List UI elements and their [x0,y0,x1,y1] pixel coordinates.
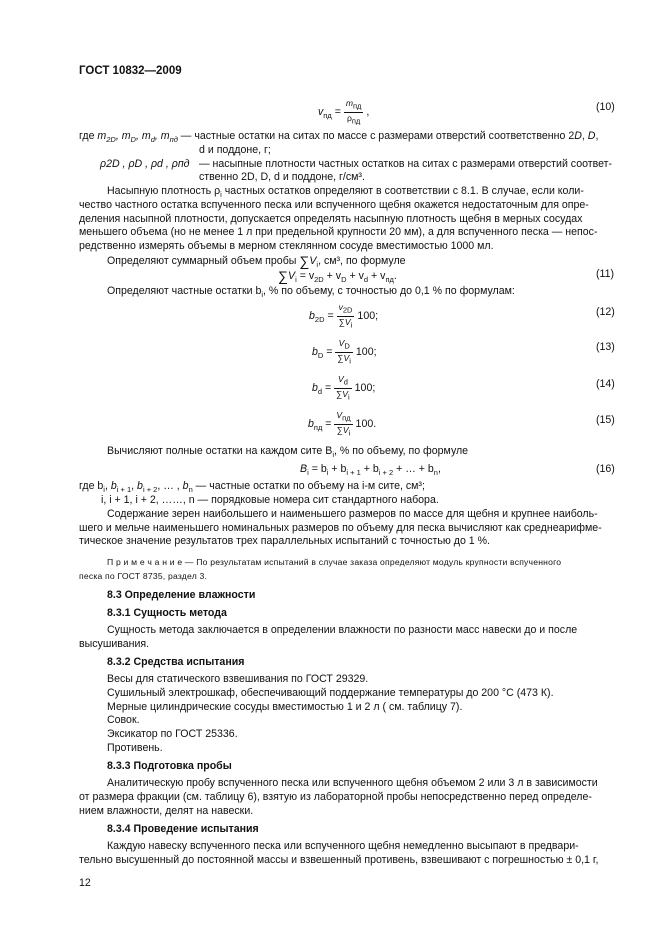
section-8-3-1-line2: высушивания. [79,638,150,650]
paragraph-density-line4: меньшего объема (но не менее 1 л при предельной крупности 20 мм), а для вспученного песка — непос- [79,226,598,238]
section-8-3-3-line1: Аналитическую пробу вспученного песка или вспученного щебня объемом 2 или 3 л в зависимости [107,777,598,789]
equipment-item: Мерные цилиндрические сосуды вместимостью 1 и 2 л ( см. таблицу 7). [107,701,463,713]
paragraph-grain-content-line1: Содержание зерен наибольшего и наименьшего размеров по массе для щебня и крупнее наиболь- [107,508,598,520]
section-8-3-title: 8.3 Определение влажности [107,589,256,601]
equation-number-14: (14) [596,378,615,390]
equation-number-15: (15) [596,414,615,426]
definition-densities-symbols: ρ2D , ρD , ρd , ρпд [100,158,190,170]
equipment-item: Сушильный электрошкаф, обеспечивающий поддержание температуры до 200 °С (473 К). [107,687,554,699]
equation-10: $v_{пд}$ = $\frac{m_{пд}}{\rho_{пд}}$ , [318,98,370,126]
equation-15: $b_{пд}$ = $\frac{V_{пд}}{\sum V_i}$ 100. [308,410,377,438]
definition-partial-residues: где $b_i$, $b_{i + 1}$, $b_{i + 2}$, … , $b_n$ — частные остатки по объему на i-м сите, см³; [79,480,425,495]
paragraph-density-line5: редственно измерять объемы в мерном стеклянном сосуде вместимостью 1000 мл. [79,240,494,252]
equipment-item: Совок. [107,714,140,726]
note-line2: песка по ГОСТ 8735, раздел 3. [79,571,208,581]
definition-sieve-numbers: i, i + 1, i + 2, ……, n — порядковые номера сит стандартного набора. [101,494,439,506]
page-number: 12 [79,877,91,889]
note-line1: П р и м е ч а н и е — По результатам испытаний в случае заказа определяют модуль крупности вспученного [107,557,562,567]
equation-number-11: (11) [596,268,615,280]
definition-masses-cont: d и поддоне, г; [199,144,271,156]
equation-11: $\sum V_i = v_{2D} + v_D + v_d + v_{пд}$. [278,268,397,285]
equation-14: $b_d$ = $\frac{V_d}{\sum V_i}$ 100; [312,374,376,402]
equipment-item: Эксикатор по ГОСТ 25336. [107,728,238,740]
section-8-3-1-line1: Сущность метода заключается в определении влажности по разности масс навески до и после [107,624,578,636]
equipment-item: Противень. [107,742,163,754]
paragraph-density-line2: чество частного остатка вспученного песка или вспученного щебня окажется недостаточным для опре- [79,199,589,211]
equation-number-12: (12) [596,306,615,318]
definition-densities: — насыпные плотности частных остатков на ситах с размерами отверстий соответ- [199,158,613,170]
section-8-3-4-title: 8.3.4 Проведение испытания [107,823,259,835]
paragraph-total-volume: Определяют суммарный объем пробы $\sum V_i$, см³, по формуле [107,253,406,270]
definition-masses: где $m_{2D}$, $m_D$, $m_d$, $m_{пд}$ — частные остатки на ситах по массе с размерами отверстий соответственно 2D, D, [79,130,599,145]
definition-densities-cont: ственно 2D, D, d и поддоне, г/см³. [199,171,365,183]
paragraph-density-line3: деления насыпной плотности, допускается определять насыпную плотность щебня в мерных сосудах [79,213,583,225]
paragraph-grain-content-line3: тическое значение результатов трех параллельных испытаний с точностью до 1 %. [79,535,490,547]
equation-16: $B_i = b_i + b_{i + 1} + b_{i + 2}$ + … + $b_n$, [300,463,441,478]
paragraph-full-residues: Вычисляют полные остатки на каждом сите $B_i$, % по объему, по формуле [107,445,469,460]
section-8-3-2-title: 8.3.2 Средства испытания [107,656,245,668]
equipment-item: Весы для статического взвешивания по ГОСТ 29329. [107,673,369,685]
paragraph-density-line1: Насыпную плотность $\rho_i$ частных остатков определяют в соответствии с 8.1. В случае, если коли- [107,185,584,200]
equation-number-10: (10) [596,101,615,113]
section-8-3-4-line2: тельно высушенный до постоянной массы и взвешенный противень, взвешивают с погрешностью ± 0,1 г, [79,854,599,866]
equation-number-16: (16) [596,463,615,475]
section-8-3-1-title: 8.3.1 Сущность метода [107,607,227,619]
document-header: ГОСТ 10832—2009 [79,65,182,77]
paragraph-partial-residues: Определяют частные остатки $b_i$, % по объему, с точностью до 0,1 % по формулам: [107,285,515,300]
section-8-3-4-line1: Каждую навеску вспученного песка или вспученного щебня немедленно высыпают в предвари- [107,840,579,852]
equation-number-13: (13) [596,341,615,353]
section-8-3-3-line3: нием влажности, делят на навески. [79,805,254,817]
section-8-3-3-line2: от размера фракции (см. таблицу 6), взятую из лабораторной пробы непосредственно перед определе- [79,791,592,803]
section-8-3-3-title: 8.3.3 Подготовка пробы [107,760,232,772]
equation-13: $b_D$ = $\frac{V_D}{\sum V_i}$ 100; [312,338,377,366]
equation-12: $b_{2D}$ = $\frac{v_{2D}}{\sum V_i}$ 100; [309,302,379,330]
paragraph-grain-content-line2: шего и мельче наименьшего номинальных размеров по объему для песка вычисляют как среднеарифме- [79,522,602,534]
